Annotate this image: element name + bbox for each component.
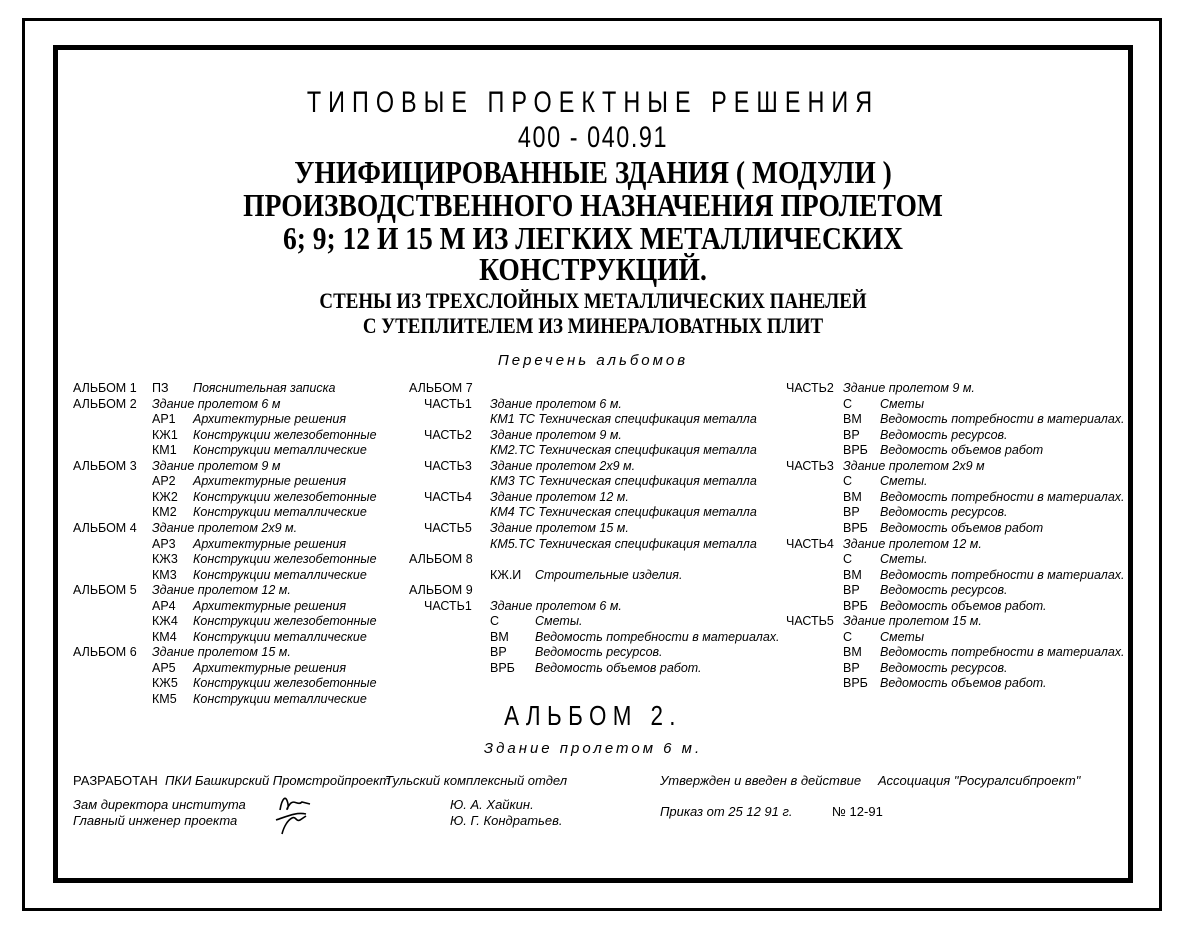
doc-code: ВР — [490, 645, 507, 660]
doc-title: Здание пролетом 9 м — [152, 458, 281, 473]
doc-description: Конструкции металлические — [193, 505, 367, 520]
doc-code: КЖ1 — [152, 427, 178, 442]
doc-title: Здание пролетом 12 м. — [490, 489, 629, 504]
role-deputy-director: Зам директора института — [73, 797, 246, 812]
doc-description: Сметы. — [535, 614, 583, 629]
doc-description: Ведомость объемов работ — [880, 520, 1044, 535]
album-label: ЧАСТЬ2 — [786, 381, 834, 395]
doc-description: Сметы. — [880, 552, 928, 567]
doc-description: Сметы. — [880, 474, 928, 489]
doc-description: Сметы — [880, 629, 925, 644]
doc-description: Архитектурные решения — [193, 660, 347, 675]
doc-code: КМ3 — [152, 567, 177, 582]
doc-code: ВРБ — [843, 520, 868, 535]
title-line-8: С УТЕПЛИТЕЛЕМ ИЗ МИНЕРАЛОВАТНЫХ ПЛИТ — [362, 313, 824, 338]
doc-title: Здание пролетом 2х9 м — [843, 458, 985, 473]
doc-code: КЖ3 — [152, 552, 178, 567]
title-line-6: КОНСТРУКЦИЙ. — [479, 251, 707, 287]
album-label: АЛЬБОМ 9 — [409, 583, 473, 598]
doc-description: Архитектурные решения — [193, 598, 347, 613]
doc-title: Здание пролетом 15 м. — [490, 520, 629, 535]
album-label: АЛЬБОМ 4 — [73, 520, 137, 535]
doc-title: Здание пролетом 12 м. — [843, 536, 982, 551]
doc-code: КМ1 — [152, 443, 177, 458]
doc-description: Конструкции металлические — [193, 692, 367, 706]
doc-code: С — [843, 629, 853, 644]
title-line-3: УНИФИЦИРОВАННЫЕ ЗДАНИЯ ( МОДУЛИ ) — [294, 154, 892, 190]
doc-code: ПЗ — [152, 381, 169, 395]
doc-description: Строительные изделия. — [535, 567, 683, 582]
doc-code: КМ4 — [152, 629, 177, 644]
doc-code: С — [843, 396, 853, 411]
doc-description: Конструкции железобетонные — [193, 676, 377, 691]
doc-code: КМ5 — [152, 692, 177, 706]
doc-description: Конструкции железобетонные — [193, 614, 377, 629]
doc-description: Пояснительная записка — [193, 381, 336, 395]
doc-title: Здание пролетом 15 м. — [152, 645, 291, 660]
title-line-7: СТЕНЫ ИЗ ТРЕХСЛОЙНЫХ МЕТАЛЛИЧЕСКИХ ПАНЕЛЕЙ — [319, 288, 867, 313]
doc-code: АР5 — [152, 660, 176, 675]
doc-title: Здание пролетом 2х9 м. — [490, 458, 636, 473]
album-label: АЛЬБОМ 6 — [73, 645, 137, 660]
doc-code: ВРБ — [843, 598, 868, 613]
developer: ПКИ Башкирский Промстройпроект — [165, 773, 391, 788]
album-label: ЧАСТЬ4 — [786, 536, 834, 551]
doc-description: Ведомость потребности в материалах. — [535, 629, 780, 644]
order-number: № 12-91 — [832, 804, 883, 819]
title-line-4: ПРОИЗВОДСТВЕННОГО НАЗНАЧЕНИЯ ПРОЛЕТОМ — [243, 187, 943, 223]
album-label: АЛЬБОМ 5 — [73, 583, 137, 598]
album-title: АЛЬБОМ 2. — [504, 700, 682, 731]
album-label: ЧАСТЬ1 — [424, 396, 472, 411]
doc-code: АР1 — [152, 412, 176, 427]
developed-label: РАЗРАБОТАН — [73, 773, 158, 788]
doc-code: КЖ2 — [152, 489, 178, 504]
album-label: ЧАСТЬ3 — [786, 458, 834, 473]
doc-code: КЖ5 — [152, 676, 178, 691]
doc-description: Ведомость объемов работ. — [880, 676, 1047, 691]
doc-code: АР2 — [152, 474, 176, 489]
doc-description: Ведомость потребности в материалах. — [880, 567, 1125, 582]
association: Ассоциация "Росуралсибпроект" — [878, 773, 1081, 788]
doc-title: Здание пролетом 9 м. — [843, 381, 975, 395]
doc-description: Ведомость ресурсов. — [535, 645, 663, 660]
doc-code: ВМ — [843, 645, 862, 660]
doc-description: Ведомость объемов работ — [880, 443, 1044, 458]
doc-title: Здание пролетом 6 м — [152, 396, 281, 411]
doc-code: КЖ4 — [152, 614, 178, 629]
doc-description: Ведомость объемов работ. — [880, 598, 1047, 613]
doc-code: ВР — [843, 583, 860, 598]
album-label: АЛЬБОМ 2 — [73, 396, 137, 411]
doc-code: КЖ.И — [490, 567, 522, 582]
album-label: АЛЬБОМ 7 — [409, 381, 473, 395]
doc-description: Ведомость ресурсов. — [880, 660, 1008, 675]
doc-code: КМ2 — [152, 505, 177, 520]
doc-title: КМ2.ТС Техническая спецификация металла — [490, 443, 757, 458]
doc-description: Ведомость ресурсов. — [880, 583, 1008, 598]
doc-description: Конструкции металлические — [193, 629, 367, 644]
doc-title: Здание пролетом 12 м. — [152, 583, 291, 598]
title-line-1: ТИПОВЫЕ ПРОЕКТНЫЕ РЕШЕНИЯ — [306, 86, 880, 119]
doc-description: Ведомость потребности в материалах. — [880, 489, 1125, 504]
album-label: ЧАСТЬ5 — [786, 614, 834, 629]
doc-code: ВРБ — [490, 660, 515, 675]
doc-code: ВРБ — [843, 443, 868, 458]
order-text: Приказ от 25 12 91 г. — [660, 804, 793, 819]
doc-code: АР4 — [152, 598, 176, 613]
role-chief-engineer: Главный инженер проекта — [73, 813, 238, 828]
doc-title: Здание пролетом 2х9 м. — [152, 520, 298, 535]
doc-title: КМ4 ТС Техническая спецификация металла — [490, 505, 757, 520]
album-label: ЧАСТЬ5 — [424, 520, 472, 535]
doc-description: Конструкции железобетонные — [193, 489, 377, 504]
list-heading: Перечень альбомов — [497, 352, 689, 369]
doc-title: Здание пролетом 9 м. — [490, 427, 622, 442]
doc-description: Конструкции железобетонные — [193, 427, 377, 442]
doc-description: Сметы — [880, 396, 925, 411]
name-2: Ю. Г. Кондратьев. — [450, 813, 563, 828]
doc-description: Архитектурные решения — [193, 536, 347, 551]
doc-code: АР3 — [152, 536, 176, 551]
doc-description: Архитектурные решения — [193, 474, 347, 489]
doc-description: Ведомость объемов работ. — [535, 660, 702, 675]
doc-description: Ведомость ресурсов. — [880, 505, 1008, 520]
doc-description: Ведомость потребности в материалах. — [880, 412, 1125, 427]
doc-description: Конструкции металлические — [193, 443, 367, 458]
album-label: АЛЬБОМ 1 — [73, 381, 137, 395]
doc-code: ВР — [843, 505, 860, 520]
album-subtitle: Здание пролетом 6 м. — [483, 740, 703, 757]
doc-code: ВМ — [843, 567, 862, 582]
doc-title: КМ3 ТС Техническая спецификация металла — [490, 474, 757, 489]
approved-text: Утвержден и введен в действие — [660, 773, 862, 788]
doc-title: Здание пролетом 6 м. — [490, 396, 622, 411]
title-line-5: 6; 9; 12 И 15 М ИЗ ЛЕГКИХ МЕТАЛЛИЧЕСКИХ — [282, 220, 904, 256]
doc-code: С — [490, 614, 500, 629]
doc-code: ВМ — [490, 629, 509, 644]
doc-code: ВМ — [843, 412, 862, 427]
signatures — [262, 790, 332, 840]
doc-title: КМ5.ТС Техническая спецификация металла — [490, 536, 757, 551]
doc-description: Конструкции металлические — [193, 567, 367, 582]
name-1: Ю. А. Хайкин. — [450, 797, 534, 812]
doc-description: Архитектурные решения — [193, 412, 347, 427]
doc-code: ВР — [843, 427, 860, 442]
album-label: АЛЬБОМ 8 — [409, 552, 473, 567]
doc-code: С — [843, 474, 853, 489]
doc-title: Здание пролетом 15 м. — [843, 614, 982, 629]
department: Тульский комплексный отдел — [385, 773, 568, 788]
album-label: АЛЬБОМ 3 — [73, 458, 137, 473]
album-label: ЧАСТЬ2 — [424, 427, 472, 442]
doc-code: ВР — [843, 660, 860, 675]
doc-description: Ведомость потребности в материалах. — [880, 645, 1125, 660]
doc-code: ВМ — [843, 489, 862, 504]
doc-description: Конструкции железобетонные — [193, 552, 377, 567]
album-label: ЧАСТЬ3 — [424, 458, 472, 473]
doc-code: С — [843, 552, 853, 567]
title-line-2: 400 - 040.91 — [517, 121, 669, 154]
doc-title: Здание пролетом 6 м. — [490, 598, 622, 613]
doc-code: ВРБ — [843, 676, 868, 691]
album-label: ЧАСТЬ1 — [424, 598, 472, 613]
album-label: ЧАСТЬ4 — [424, 489, 472, 504]
doc-description: Ведомость ресурсов. — [880, 427, 1008, 442]
doc-title: КМ1 ТС Техническая спецификация металла — [490, 412, 757, 427]
